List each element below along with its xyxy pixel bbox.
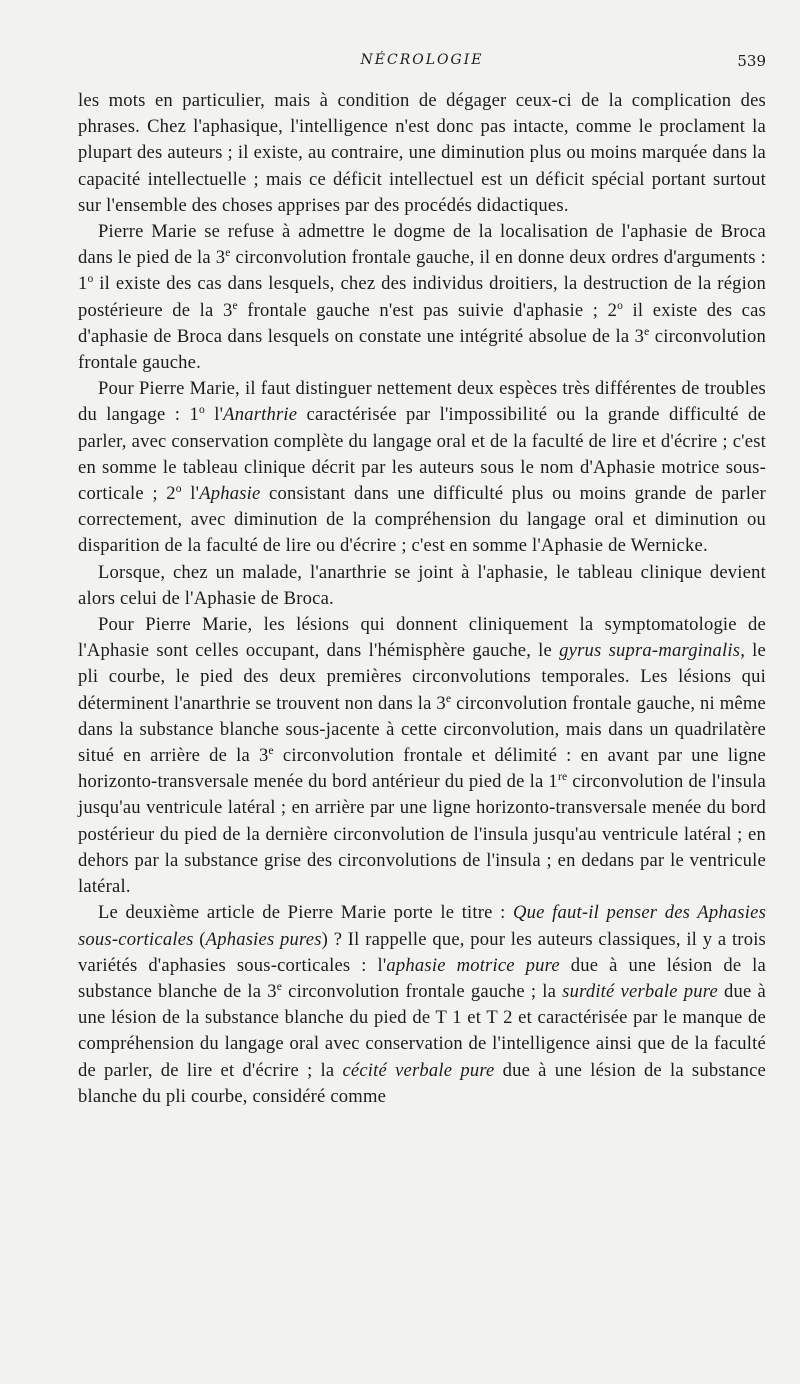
paragraph <box>78 900 766 1110</box>
text-run: circonvolution frontale gauche, il en donne deux ordres d'arguments : 1 <box>78 247 766 295</box>
page-number: 539 <box>737 52 766 70</box>
italic-text: Anarthrie <box>223 404 298 426</box>
paragraph <box>78 376 766 559</box>
paragraph <box>78 560 766 612</box>
italic-text: Que faut-il penser des Aphasies sous-corticales <box>78 902 766 950</box>
text-run: circonvolution frontale gauche. <box>78 325 766 374</box>
text-run: ( <box>193 928 206 950</box>
superscript: e <box>232 299 238 312</box>
text-run: Lorsque, chez un malade, l'anarthrie se joint à l'aphasie, le tableau clinique devient alors celui de l'Aphasie de Broca. <box>78 561 766 609</box>
italic-text: aphasie motrice pure <box>386 954 560 976</box>
running-head: NÉCROLOGIE <box>360 52 484 68</box>
superscript: o <box>87 273 94 286</box>
text-run: circonvolution frontale gauche ; la <box>282 980 563 1002</box>
text-run: due à une lésion de la substance blanche du pli courbe, considéré comme <box>78 1059 766 1107</box>
italic-text: Aphasie <box>199 483 261 505</box>
page-header <box>78 52 766 76</box>
text-run: il existe des cas d'aphasie de Broca dans lesquels on constate une intégrité absolue de la 3 <box>78 299 766 347</box>
text-run: ) ? Il rappelle que, pour les auteurs classiques, il y a trois variétés d'aphasies sous-corticales : l' <box>78 928 766 976</box>
text-run: le pli courbe, le pied des deux premières circonvolutions temporales. Les lésions qui déterminent l'anarthrie se trouvent non dans la 3 <box>78 640 767 714</box>
superscript: e <box>445 692 452 705</box>
superscript: e <box>268 744 274 757</box>
text-run: circonvolution frontale et délimité : en avant par une ligne horizonto-transversale menée du bord antérieur du pied de la 1 <box>78 745 766 793</box>
text-run: circonvolution frontale gauche, ni même dans la substance blanche sous-jacente à cette circonvolution, mais dans un quadrilatère situé en arrière de la 3 <box>78 692 766 767</box>
text-run: l' <box>181 483 200 505</box>
superscript: e <box>644 325 650 338</box>
text-run: Le deuxième article de Pierre Marie porte le titre : <box>98 902 514 924</box>
superscript: o <box>198 404 205 417</box>
text-run: Pour Pierre Marie, il faut distinguer nettement deux espèces très différentes de troubles du langage : 1 <box>78 378 766 426</box>
text-run: due à une lésion de la substance blanche de la 3 <box>78 954 766 1002</box>
text-run: consistant dans une difficulté plus ou moins grande de parler correctement, avec diminution de la compréhension du langage oral et diminution ou disparition de la faculté de lire ou d'écrire ; c'est en somme l'Aphasie de Wernicke. <box>78 483 767 557</box>
superscript: o <box>617 299 624 312</box>
italic-text: cécité verbale pure <box>342 1059 495 1081</box>
text-run: circonvolution de l'insula jusqu'au ventricule latéral ; en arrière par une ligne horizonto-transversale menée du bord postérieur du pied de la dernière circonvolution de l'insula jusqu'au ventricule latéral ; en dehors par la substance grise des circonvolutions de l'insula ; en dedans par le ventricule latéral. <box>78 771 766 898</box>
italic-text: surdité verbale pure <box>562 980 718 1002</box>
superscript: e <box>276 980 283 993</box>
superscript: o <box>175 482 182 495</box>
paragraph <box>78 219 766 376</box>
italic-text: Aphasies pures <box>205 928 322 950</box>
text-run: due à une lésion de la substance blanche du pied de T 1 et T 2 et caractérisée par le manque de compréhension du langage oral avec conservation de l'intelligence ainsi que de la faculté de parler, de lire et d'écrire ; la <box>78 980 766 1081</box>
text-run: Pour Pierre Marie, les lésions qui donnent cliniquement la symptomatologie de l'Aphasie sont celles occupant, dans l'hémisphère gauche, le <box>78 614 766 662</box>
text-run: caractérisée par l'impossibilité ou la grande difficulté de parler, avec conservation complète du langage oral et de la faculté de lire et d'écrire ; c'est en somme le tableau clinique décrit par les auteurs sous le nom d'Aphasie motrice sous-corticale ; 2 <box>78 404 767 505</box>
text-run: les mots en particulier, mais à condition de dégager ceux-ci de la complication des phrases. Chez l'aphasique, l'intelligence n'est donc pas intacte, comme le proclament la plupart des auteurs ; il existe, au contraire, une diminution plus ou moins marquée dans la capacité intellectuelle ; mais ce déficit intellectuel est un déficit spécial portant surtout sur l'ensemble des choses apprises par des procédés didactiques. <box>78 90 766 216</box>
superscript: re <box>557 771 568 784</box>
text-run: il existe des cas dans lesquels, chez des individus droitiers, la destruction de la région postérieure de la 3 <box>78 273 766 321</box>
text-run: l' <box>204 404 224 426</box>
paragraph <box>78 612 766 900</box>
superscript: e <box>225 247 231 260</box>
italic-text: gyrus supra-marginalis, <box>559 640 746 662</box>
article-body <box>78 88 766 1110</box>
text-run: Pierre Marie se refuse à admettre le dogme de la localisation de l'aphasie de Broca dans le pied de la 3 <box>78 221 766 269</box>
text-run: frontale gauche n'est pas suivie d'aphasie ; 2 <box>237 299 618 321</box>
paragraph <box>78 88 766 219</box>
